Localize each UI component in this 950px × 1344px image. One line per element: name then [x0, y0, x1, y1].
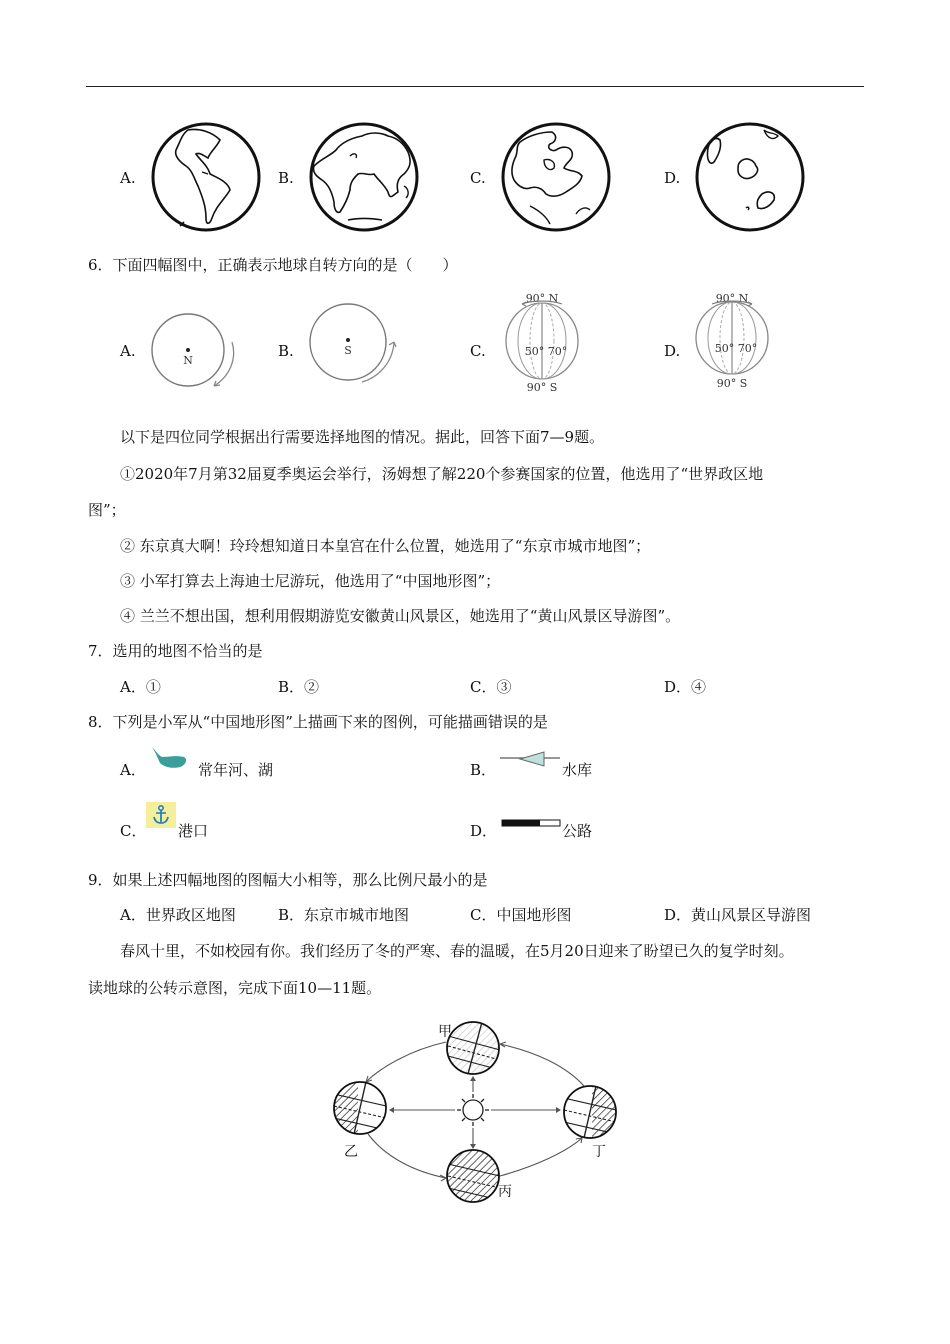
scenario-3: ③ 小军打算去上海迪士尼游玩，他选用了“中国地形图”； [120, 572, 501, 590]
q7-option-d[interactable]: D．④ [664, 678, 707, 696]
q8-option-c-letter[interactable]: C． [120, 822, 147, 840]
globe-africa-icon [308, 122, 420, 232]
q8-option-d-label: 公路 [562, 822, 593, 840]
q8-option-b-letter[interactable]: B． [470, 761, 497, 779]
q8-option-c-label: 港口 [178, 822, 209, 840]
q8-stem: 8．下列是小军从“中国地形图”上描画下来的图例，可能描画错误的是 [88, 713, 548, 731]
q9-option-d[interactable]: D．黄山风景区导游图 [664, 906, 812, 924]
meridian-globe-c [500, 288, 588, 394]
scenario-2: ② 东京真大啊！玲玲想知道日本皇宫在什么位置，她选用了“东京市城市地图”； [120, 537, 651, 555]
q9-option-a[interactable]: A．世界政区地图 [120, 906, 236, 924]
sun-icon [457, 1094, 489, 1126]
anchor-port-icon [146, 802, 176, 828]
q8-option-a-label: 常年河、湖 [198, 761, 274, 779]
rotation-globe-north [148, 312, 242, 388]
earth-yi [334, 1082, 386, 1134]
q6-option-d[interactable]: D. [664, 342, 681, 360]
q5-option-a[interactable]: A. [120, 169, 136, 187]
q8-option-b-label: 水库 [562, 761, 593, 779]
meridian-globe-d [690, 288, 778, 394]
header-rule [86, 86, 864, 87]
q5-option-b[interactable]: B. [278, 169, 294, 187]
q8-option-d-letter[interactable]: D． [470, 822, 498, 840]
intro-10-11-line-2: 读地球的公转示意图，完成下面10—11题。 [88, 979, 382, 997]
q7-option-a[interactable]: A．① [120, 678, 161, 696]
q6-option-a[interactable]: A. [120, 342, 136, 360]
orbit-label-bing: 丙 [498, 1184, 512, 1200]
intro-10-11-line-1: 春风十里，不如校园有你。我们经历了冬的严寒、春的温暖，在5月20日迎来了盼望已久的复学时刻。 [120, 942, 794, 960]
earth-revolution-diagram [320, 1012, 630, 1208]
q7-option-b[interactable]: B．② [278, 678, 320, 696]
orbit-label-jia: 甲 [438, 1024, 452, 1040]
orbit-label-yi: 乙 [344, 1144, 358, 1160]
q5-option-c[interactable]: C. [470, 169, 486, 187]
q6-option-b[interactable]: B. [278, 342, 294, 360]
globe-d-bottom-label: 90° S [716, 377, 748, 390]
q9-option-b[interactable]: B．东京市城市地图 [278, 906, 410, 924]
q9-option-c[interactable]: C．中国地形图 [470, 906, 572, 924]
q6-stem: 6．下面四幅图中，正确表示地球自转方向的是（ ） [88, 256, 458, 274]
earth-ding [564, 1086, 618, 1138]
globe-americas-icon [150, 122, 262, 232]
earth-bing [447, 1150, 500, 1202]
q6-option-c[interactable]: C. [470, 342, 486, 360]
globe-c-top-label: 90° N [525, 292, 559, 305]
scenario-1-line-1: ①2020年7月第32届夏季奥运会举行，汤姆想了解220个参赛国家的位置，他选用了“世界政区地 [120, 465, 764, 483]
globe-antarctic-icon [500, 122, 612, 232]
globe-a-pole-label: N [183, 354, 193, 367]
q9-stem: 9．如果上述四幅地图的图幅大小相等，那么比例尺最小的是 [88, 871, 488, 889]
q7-option-c[interactable]: C．③ [470, 678, 512, 696]
globe-c-mid-label: 50° 70° [524, 345, 568, 358]
q7-stem: 7．选用的地图不恰当的是 [88, 642, 263, 660]
globe-antarctica-icon [694, 122, 806, 232]
rotation-globe-south [306, 302, 402, 386]
scenario-4: ④ 兰兰不想出国，想利用假期游览安徽黄山风景区，她选用了“黄山风景区导游图”。 [120, 607, 681, 625]
orbit-label-ding: 丁 [592, 1144, 606, 1160]
globe-d-top-label: 90° N [715, 292, 749, 305]
globe-b-pole-label: S [344, 344, 352, 357]
globe-d-mid-label: 50° 70° [714, 342, 758, 355]
globe-c-bottom-label: 90° S [526, 381, 558, 394]
intro-7-9: 以下是四位同学根据出行需要选择地图的情况。据此，回答下面7—9题。 [120, 428, 605, 446]
earth-jia [447, 1022, 500, 1074]
q8-option-a-letter[interactable]: A． [120, 761, 146, 779]
river-lake-legend-icon [150, 745, 190, 771]
scenario-1-line-2: 图”； [88, 501, 126, 519]
road-legend-icon [502, 818, 560, 828]
reservoir-legend-icon [500, 750, 560, 770]
q5-option-d[interactable]: D. [664, 169, 681, 187]
